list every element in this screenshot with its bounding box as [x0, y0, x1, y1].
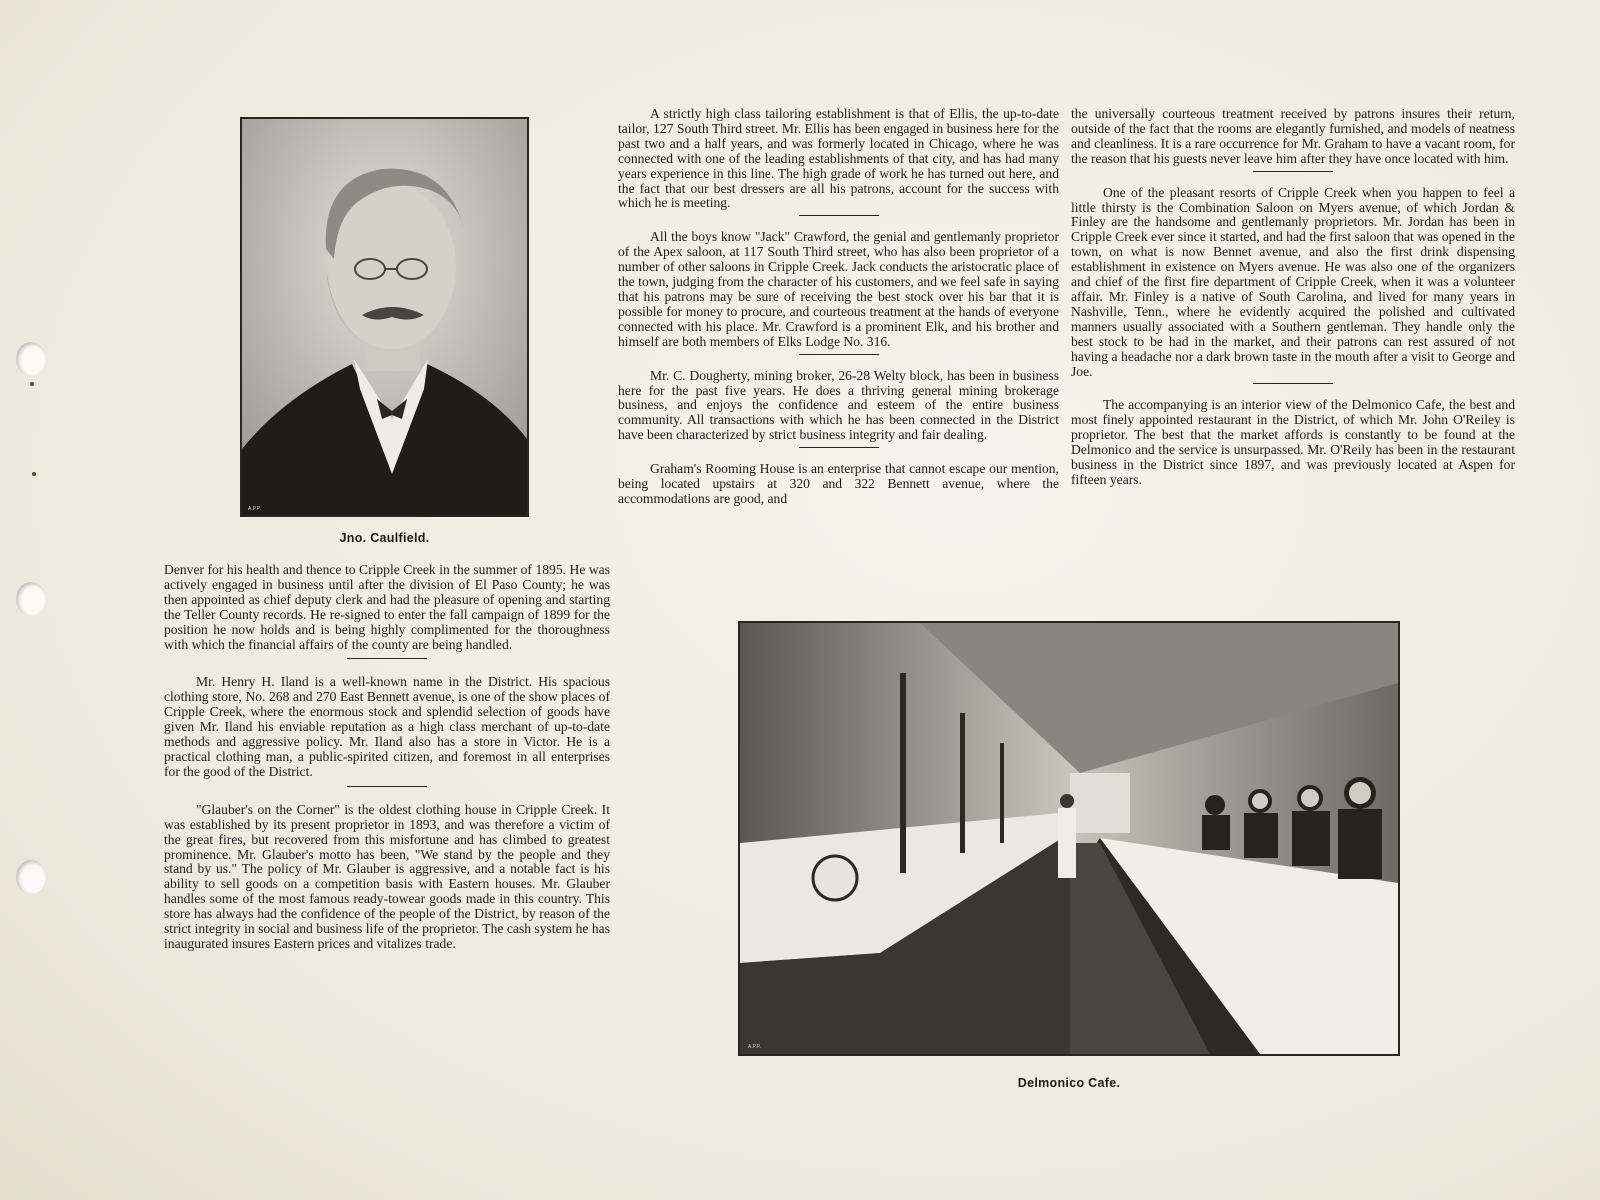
portrait-photo: [240, 117, 529, 517]
portrait-caption: Jno. Caulfield.: [339, 531, 430, 545]
section-divider: [799, 447, 879, 448]
graham-paragraph: Graham's Rooming House is an enterprise that cannot escape our mention, being located upstairs at 320 and 322 Bennett avenue, where the accommodations are good, and: [618, 461, 1059, 506]
combination-saloon-paragraph: One of the pleasant resorts of Cripple Creek when you happen to feel a little thirsty is the Combination Saloon on Myers avenue, of which Jordan & Finley are the handsome and gentlemanly proprietors. Mr. Jordan has been in Cripple Creek ever since it started, and had the first saloon that was opened in the town, on what is now Bennet avenue, and also the first drink dispensing establishment in existence on Myers avenue. He was also one of the organizers and chief of the first fire department of Cripple Creek, when it was a volunteer affair. Mr. Finley is a native of South Carolina, and lived for many years in Nashville, Tenn., where he evidently acquired the polished and cultivated manners usually associated with a Southern gentleman. They handle only the best stock to be had in the market, and their patrons can rest assured of not having a headache nor a dark brown taste in the mouth after a visit to George and Joe.: [1071, 184, 1515, 379]
delmonico-paragraph: The accompanying is an interior view of the Delmonico Cafe, the best and most finely appointed restaurant in the District, of which Mr. John O'Reiley is proprietor. The best that the market affords is constantly to be found at the Delmonico and the service is unsurpassed. Mr. O'Reily has been in the restaurant business in the District since 1897, and was previously located at Aspen for fifteen years.: [1071, 397, 1515, 487]
punch-hole-bottom: [16, 860, 46, 894]
section-divider: [1253, 383, 1333, 384]
paper-speck: [30, 382, 34, 386]
punch-hole-top: [16, 342, 46, 376]
iland-paragraph: Mr. Henry H. Iland is a well-known name in the District. His spacious clothing store, No. 268 and 270 East Bennett avenue, is one of the show places of Cripple Creek, where the enormous stock and splendid selection of goods have given Mr. Iland his enviable reputation as a high class merchant of up-to-date methods and aggressive policy. Mr. Iland also has a store in Victor. He is a practical clothing man, a public-spirited citizen, and foremost in all enterprises for the good of the District.: [164, 674, 610, 779]
portrait-engraver-mark: A.P.P.: [248, 506, 261, 512]
caulfield-paragraph: Denver for his health and thence to Cripple Creek in the summer of 1895. He was actively engaged in business until after the division of El Paso County; he was then appointed as chief deputy clerk and had the pleasure of opening and starting the Teller County records. He re-signed to enter the fall campaign of 1899 for the position he now holds and is being highly complimented for the thoroughness with which the financial affairs of the county are being handled.: [164, 562, 610, 652]
portrait-image: [242, 119, 527, 515]
dougherty-paragraph: Mr. C. Dougherty, mining broker, 26-28 Welty block, has been in business here for the past five years. He does a thriving general mining brokerage business, and enjoys the confidence and esteem of the entire business community. All transactions with which he has been connected in the District have been characterized by strict business integrity and fair dealing.: [618, 367, 1059, 443]
punch-hole-middle: [16, 582, 46, 616]
cafe-caption: Delmonico Cafe.: [1017, 1076, 1121, 1090]
ellis-paragraph: A strictly high class tailoring establishment is that of Ellis, the up-to-date tailor, 127 South Third street. Mr. Ellis has been engaged in business here for the past two and a half years, and was formerly located in Chicago, where he was connected with one of the leading establishments of that city, and has had many years experience in this line. The high grade of work he has turned out here, and the fact that our best dressers are all his patrons, account for the success with which he is meeting.: [618, 106, 1059, 211]
crawford-paragraph: All the boys know "Jack" Crawford, the genial and gentlemanly proprietor of the Apex saloon, at 117 South Third street, who has also been proprietor of a number of other saloons in Cripple Creek. Jack conducts the aristocratic place of the town, judging from the character of his customers, and we feel safe in saying that his patrons may be sure of receiving the best stock over his bar that it is possible for money to procure, and courteous treatment at the hands of everyone connected with his place. Mr. Crawford is a prominent Elk, and his brother and himself are both members of Elks Lodge No. 316.: [618, 229, 1059, 349]
glauber-paragraph: "Glauber's on the Corner" is the oldest clothing house in Cripple Creek. It was established by its present proprietor in 1893, and was therefore a victim of the great fires, but recovered from this misfortune and has climbed to greatest prominence. Mr. Glauber's motto has been, "We stand by the people and they stand by us." The policy of Mr. Glauber is aggressive, and a notable fact is his ability to sell goods on a competition basis with Eastern houses. Mr. Glauber handles some of the most famous ready-towear goods made in this country. This store has always had the confidence of the people of the District, by reason of the strict integrity in social and business life of the proprietor. The cash system he has inaugurated insures Eastern prices and vitalizes trade.: [164, 801, 610, 951]
section-divider: [1253, 171, 1333, 172]
cafe-interior-image: [740, 623, 1398, 1054]
section-divider: [347, 786, 427, 787]
middle-column: [618, 107, 1059, 507]
graham-continued-paragraph: the universally courteous treatment received by patrons insures their return, outside of the fact that the rooms are elegantly furnished, and models of neatness and cleanliness. It is a rare occurrence for Mr. Graham to have a vacant room, for the reason that his guests never leave him after they have once located with him.: [1071, 106, 1515, 166]
left-column: [164, 563, 610, 952]
section-divider: [347, 658, 427, 659]
section-divider: [799, 354, 879, 355]
right-column: [1071, 107, 1515, 488]
section-divider: [799, 215, 879, 216]
paper-speck: [32, 472, 36, 476]
delmonico-cafe-photo: [738, 621, 1400, 1056]
cafe-engraver-mark: A.P.P.: [748, 1044, 761, 1050]
